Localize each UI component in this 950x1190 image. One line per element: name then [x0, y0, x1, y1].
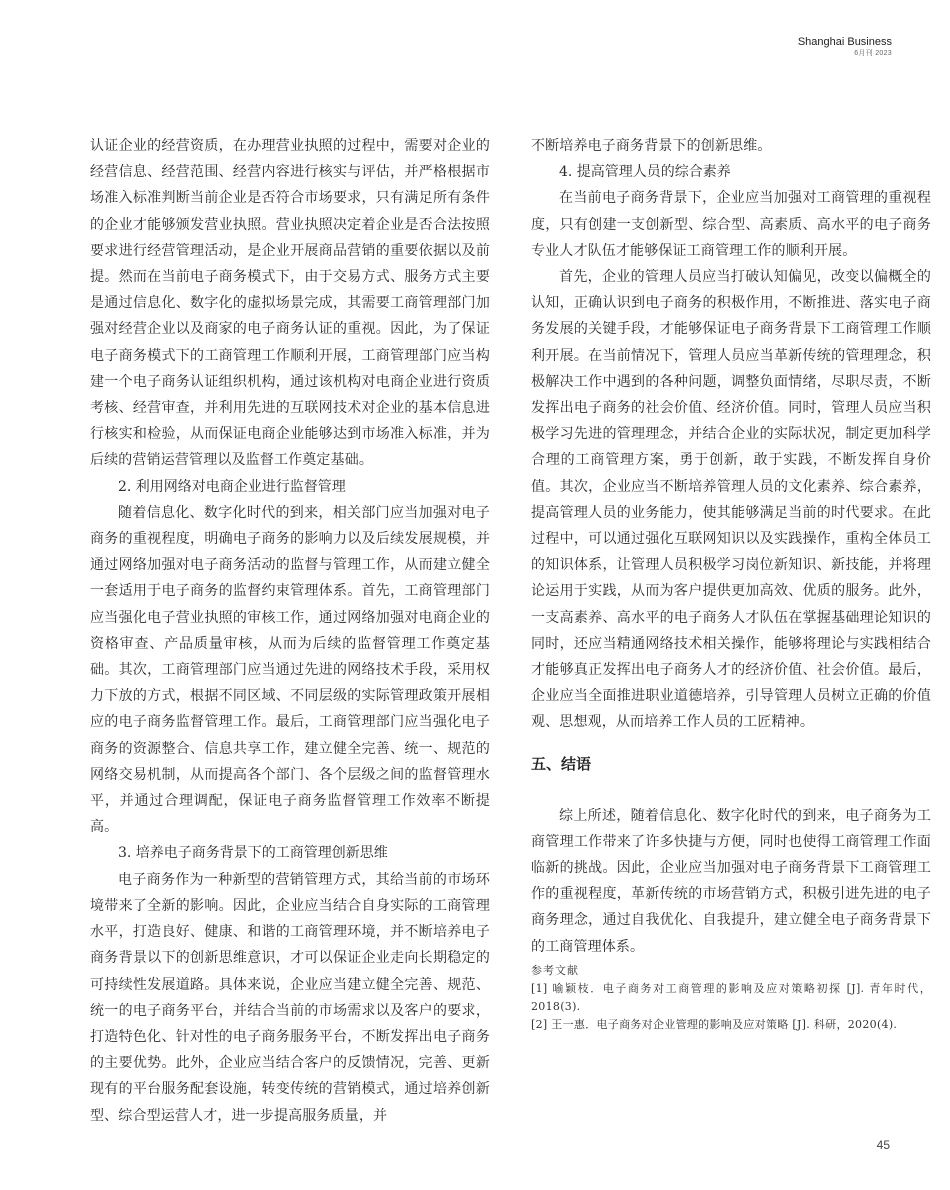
journal-title: Shanghai Business	[797, 36, 892, 48]
references	[531, 962, 931, 1034]
left-column	[90, 133, 490, 1129]
paragraph-innovation: 电子商务作为一种新型的营销管理方式，其给当前的市场环境带来了全新的影响。因此，企业应当结合自身实际的工商管理水平，打造良好、健康、和谐的工商管理环境，并不断培养电子商务背景以下的创新思维意识，才可以保证企业走向长期稳定的可持续性发展道路。具体来说，企业应当建立健全完善、规范、统一的电子商务平台，并结合当前的市场需求以及客户的要求，打造特色化、针对性的电子商务服务平台，不断发挥出电子商务的主要优势。此外，企业应当结合客户的反馈情况，完善、更新现有的平台服务配套设施，转变传统的营销模式，通过培养创新型、综合型运营人才，进一步提高服务质量，并	[90, 871, 490, 1124]
paragraph-continued-right: 不断培养电子商务背景下的创新思维。	[531, 138, 772, 154]
running-header	[798, 36, 892, 59]
subheading-2: 2. 利用网络对电商企业进行监督管理	[118, 478, 346, 495]
issue-date: 6月刊 2023	[854, 50, 892, 57]
paragraph-conclusion: 综上所述，随着信息化、数字化时代的到来，电子商务为工商管理工作带来了许多快捷与方便，同时也使得工商管理工作面临新的挑战。因此，企业应当加强对电子商务背景下工商管理工作的重视程度，革新传统的市场营销方式，积极引进先进的电子商务理念，通过自我优化、自我提升，建立健全电子商务背景下的工商管理体系。	[531, 807, 931, 955]
subheading-4: 4. 提高管理人员的综合素养	[559, 164, 731, 181]
paragraph-management-staff: 首先，企业的管理人员应当打破认知偏见，改变以偏概全的认知，正确认识到电子商务的积极作用，不断推进、落实电子商务发展的关键手段，才能够保证电子商务背景下工商管理工作顺利开展。在当前情况下，管理人员应当革新传统的管理理念，积极解决工作中遇到的各种问题，调整负面情绪，尽职尽责，不断发挥出电子商务的社会价值、经济价值。同时，管理人员应当积极学习先进的管理理念，并结合企业的实际状况，制定更加科学合理的工商管理方案，勇于创新，敢于实践，不断发挥自身价值。其次，企业应当不断培养管理人员的文化素养、综合素养，提高管理人员的业务能力，使其能够满足当前的时代要求。在此过程中，可以通过强化互联网知识以及实践操作，重构全体员工的知识体系，让管理人员积极学习岗位新知识、新技能，并将理论运用于实践，从而为客户提供更加高效、优质的服务。此外，一支高素养、高水平的电子商务人才队伍在掌握基础理论知识的同时，还应当精通网络技术相关操作，能够将理论与实践相结合才能够真正发挥出电子商务人才的经济价值、社会价值。最后，企业应当全面推进职业道德培养，引导管理人员树立正确的价值观、思想观，从而培养工作人员的工匠精神。	[531, 269, 931, 731]
right-column	[531, 133, 931, 1034]
reference-item: [1] 喻颖枝．电子商务对工商管理的影响及应对策略初探 [J]. 青年时代，2018(3).	[531, 981, 931, 1013]
paragraph-continued: 认证企业的经营资质，在办理营业执照的过程中，需要对企业的经营信息、经营范围、经营内容进行核实与评估，并严格根据市场准入标准判断当前企业是否符合市场要求，只有满足所有条件的企业才能够颁发营业执照。营业执照决定着企业是否合法按照要求进行经营管理活动，是企业开展商品营销的重要依据以及前提。然而在当前电子商务模式下，由于交易方式、服务方式主要是通过信息化、数字化的虚拟场景完成，其需要工商管理部门加强对经营企业以及商家的电子商务认证的重视。因此，为了保证电子商务模式下的工商管理工作顺利开展，工商管理部门应当构建一个电子商务认证组织机构，通过该机构对电商企业进行资质考核、经营审查，并利用先进的互联网技术对企业的基本信息进行核实和检验，从而保证电商企业能够达到市场准入标准，并为后续的营销运营管理以及监督工作奠定基础。	[90, 138, 490, 469]
subheading-3: 3. 培养电子商务背景下的工商管理创新思维	[118, 845, 388, 862]
section-title-conclusion: 五、结语	[531, 754, 592, 773]
paragraph-talent-team: 在当前电子商务背景下，企业应当加强对工商管理的重视程度，只有创建一支创新型、综合型、高素质、高水平的电子商务专业人才队伍才能够保证工商管理工作的顺利开展。	[531, 190, 931, 259]
paragraph-network-supervision: 随着信息化、数字化时代的到来，相关部门应当加强对电子商务的重视程度，明确电子商务的影响力以及后续发展规模，并通过网络加强对电子商务活动的监督与管理工作，从而建立健全一套适用于电子商务的监督约束管理体系。首先，工商管理部门应当强化电子营业执照的审核工作，通过网络加强对电商企业的资格审查、产品质量审核，从而为后续的监督管理工作奠定基础。其次，工商管理部门应当通过先进的网络技术手段，采用权力下放的方式，根据不同区域、不同层级的实际管理政策开展相应的电子商务监督管理工作。最后，工商管理部门应当强化电子商务的资源整合、信息共享工作，建立健全完善、统一、规范的网络交易机制，从而提高各个部门、各个层级之间的监督管理水平，并通过合理调配，保证电子商务监督管理工作效率不断提高。	[90, 504, 490, 836]
references-title: 参考文献	[531, 963, 579, 977]
page-number: 45	[876, 1138, 890, 1152]
reference-item: [2] 王一惠．电子商务对企业管理的影响及应对策略 [J]. 科研，2020(4).	[531, 1017, 898, 1031]
